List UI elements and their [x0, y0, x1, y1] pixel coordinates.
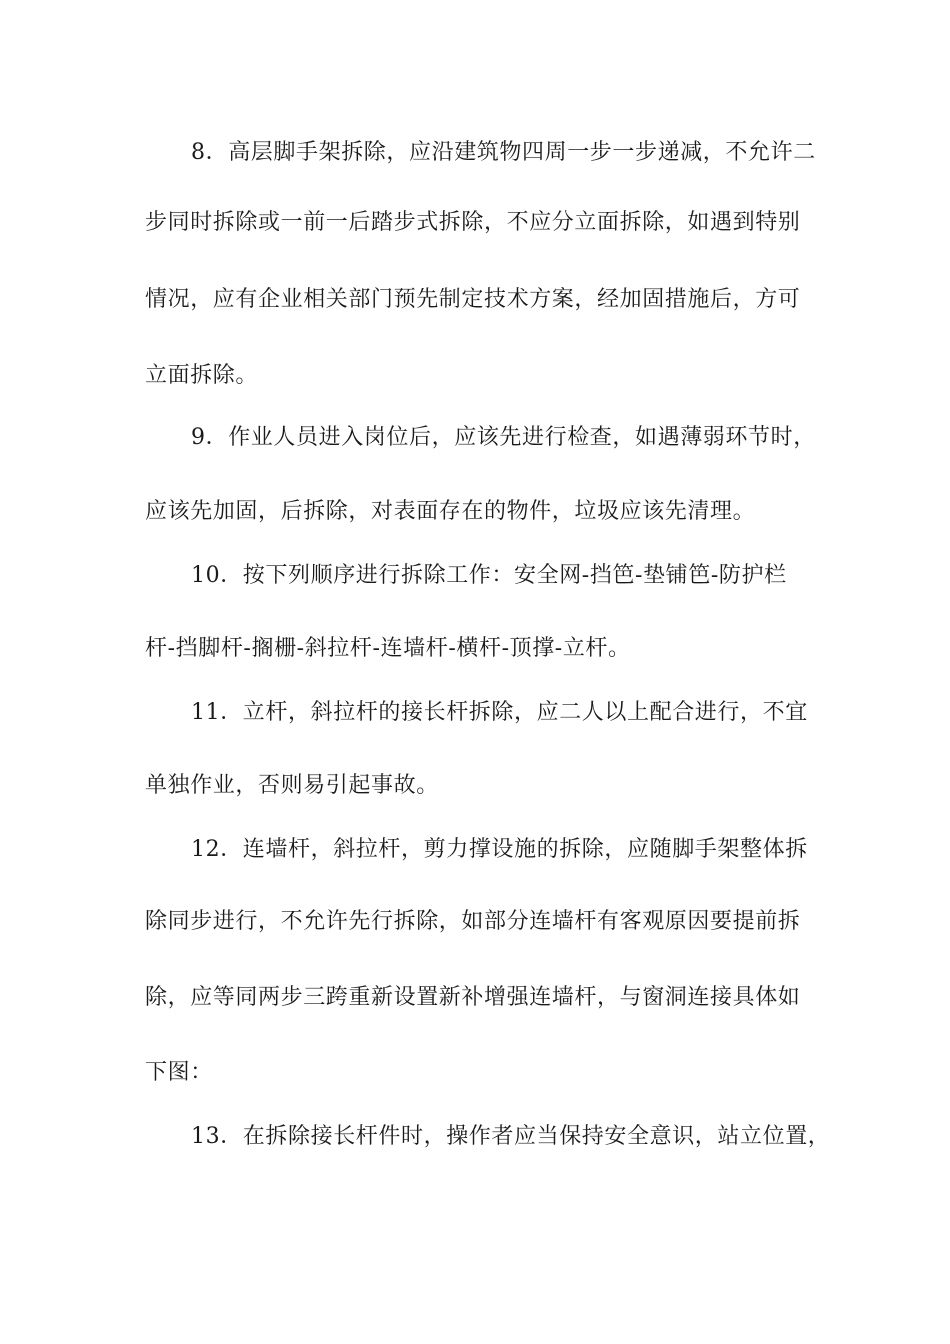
item-8-line-3: 情况，应有企业相关部门预先制定技术方案，经加固措施后，方可: [145, 287, 801, 312]
item-9-line-1: 9．作业人员进入岗位后，应该先进行检查，如遇薄弱环节时，: [191, 425, 816, 450]
item-12-line-2: 除同步进行，不允许先行拆除，如部分连墙杆有客观原因要提前拆: [145, 909, 801, 934]
item-12-line-3: 除，应等同两步三跨重新设置新补增强连墙杆，与窗洞连接具体如: [145, 985, 801, 1010]
item-11-line-1: 11．立杆，斜拉杆的接长杆拆除，应二人以上配合进行，不宜: [191, 700, 808, 725]
item-8-line-2: 步同时拆除或一前一后踏步式拆除，不应分立面拆除，如遇到特别: [145, 210, 801, 235]
item-9-line-2: 应该先加固，后拆除，对表面存在的物件，垃圾应该先清理。: [145, 499, 756, 524]
item-12-line-4: 下图：: [145, 1060, 213, 1085]
item-10-line-1: 10．按下列顺序进行拆除工作：安全网-挡笆-垫铺笆-防护栏: [191, 563, 787, 588]
item-10-line-2: 杆-挡脚杆-搁栅-斜拉杆-连墙杆-横杆-顶撑-立杆。: [145, 636, 631, 661]
item-12-line-1: 12．连墙杆，斜拉杆，剪力撑设施的拆除，应随脚手架整体拆: [191, 837, 808, 862]
item-8-line-1: 8．高层脚手架拆除，应沿建筑物四周一步一步递减，不允许二: [191, 140, 816, 165]
item-11-line-2: 单独作业，否则易引起事故。: [145, 773, 439, 798]
item-8-line-4: 立面拆除。: [145, 363, 259, 388]
item-13-line-1: 13．在拆除接长杆件时，操作者应当保持安全意识，站立位置，: [191, 1124, 831, 1149]
